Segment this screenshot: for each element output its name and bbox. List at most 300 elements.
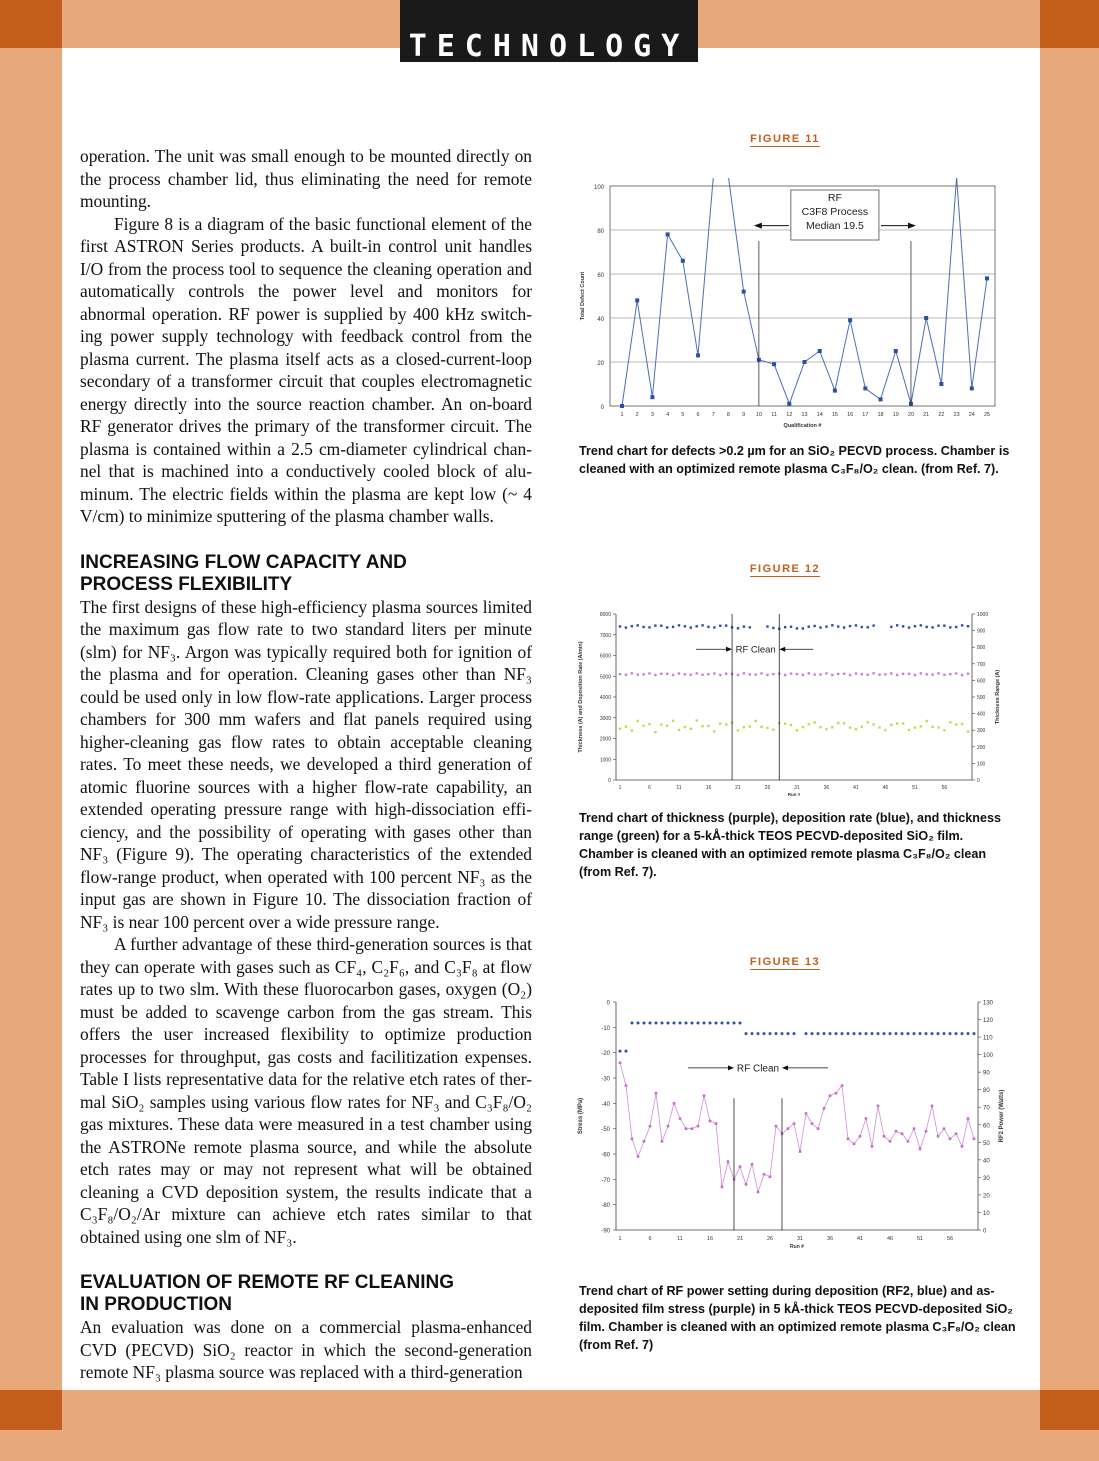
- data-point: [949, 626, 951, 628]
- x-tick-label: 1: [618, 785, 622, 791]
- data-point: [666, 673, 668, 675]
- x-tick-label: 41: [853, 785, 859, 791]
- y-tick-label: -30: [601, 1076, 610, 1083]
- data-point: [896, 624, 898, 626]
- data-point: [811, 1032, 814, 1035]
- data-point: [721, 1186, 724, 1189]
- y2-tick-label: 50: [983, 1140, 990, 1147]
- data-point: [937, 672, 939, 674]
- annotation-rf-clean: RF Clean: [736, 1063, 780, 1075]
- data-point: [691, 1127, 694, 1130]
- y2-tick-label: 10: [983, 1210, 990, 1217]
- x-tick-label: 6: [648, 785, 651, 791]
- annotation-rf-clean: RF Clean: [735, 644, 776, 656]
- data-point: [684, 673, 686, 675]
- data-point: [679, 1117, 682, 1120]
- data-point: [961, 1145, 964, 1148]
- data-point: [853, 1032, 856, 1035]
- y-axis-label: Thickness (A) and Deposition Rate (A/min): [578, 641, 584, 753]
- data-point: [655, 1092, 658, 1095]
- data-point: [813, 721, 815, 723]
- paragraph-4: A further advantage of these third-generation sources is that they can operate with gases such as CF₄, C₂F₆, and C₃F₈ at flow rates up to two slm. With these fluorocarbon gases, oxygen (O₂) must be added to scavenge carbon from the gas stream. This offers the user increased flexibility to optimize production processes for throughput, gas costs and facilitization expenses. Table I lists representative data for the relative etch rates of ther-mal SiO₂ samples using various flow rates for NF₃ and C₃F₈/O₂ gas mixtures. These data were measured in a test chamber using the ASTRONe remote plasma source, and while the absolute etch rates may or may not represent what will be obtained cleaning a CVD deposition system, the results indicate that a C₃F₈/O₂/Ar mixture can achieve etch rates similar to that obtained using one slm of NF₃.: [80, 934, 532, 1247]
- y-tick-label: 3000: [599, 715, 611, 722]
- data-point: [837, 625, 839, 627]
- y-tick-label: 40: [597, 317, 604, 323]
- y-tick-label: -50: [601, 1127, 610, 1134]
- x-axis-label: Qualification #: [783, 423, 822, 428]
- data-point: [913, 1032, 916, 1035]
- data-point: [817, 1032, 820, 1035]
- corner-top-left: [0, 0, 62, 48]
- data-point: [721, 1022, 724, 1025]
- data-point: [727, 1160, 730, 1163]
- data-point: [697, 1125, 700, 1128]
- data-point: [819, 626, 821, 628]
- data-point: [808, 626, 810, 628]
- data-point: [787, 1127, 790, 1130]
- data-point: [661, 1140, 664, 1143]
- data-point: [871, 1032, 874, 1035]
- data-point: [931, 626, 933, 628]
- y-tick-label: -40: [601, 1101, 610, 1108]
- y2-tick-label: 700: [977, 661, 986, 668]
- data-point: [743, 726, 745, 728]
- data-point: [660, 625, 662, 627]
- data-point: [914, 625, 916, 627]
- arrow-right-head: [779, 647, 785, 652]
- arrow-right-head: [782, 1065, 788, 1070]
- data-point: [654, 624, 656, 626]
- x-tick-label: 14: [816, 412, 823, 418]
- y2-tick-label: 200: [977, 744, 986, 751]
- arrow-left-head: [726, 647, 732, 652]
- data-point: [637, 1022, 640, 1025]
- data-point: [636, 673, 638, 675]
- data-point: [907, 1140, 910, 1143]
- data-point: [790, 672, 792, 674]
- x-tick-label: 7: [711, 412, 715, 418]
- data-point: [784, 674, 786, 676]
- data-point: [884, 673, 886, 675]
- data-point: [967, 1117, 970, 1120]
- data-point: [925, 1130, 928, 1133]
- x-tick-label: 19: [892, 412, 899, 418]
- y-tick-label: 60: [597, 273, 604, 279]
- data-point: [725, 624, 727, 626]
- data-point: [743, 625, 745, 627]
- data-point: [861, 626, 863, 628]
- data-point: [769, 1176, 772, 1179]
- x-tick-label: 2: [635, 412, 639, 418]
- data-point: [737, 627, 739, 629]
- data-point: [749, 626, 751, 628]
- y-tick-label: 20: [597, 361, 604, 367]
- data-point: [650, 395, 654, 399]
- data-point: [919, 1032, 922, 1035]
- paragraph-5: An evaluation was done on a commercial plasma-enhanced CVD (PECVD) SiO₂ reactor in which the second-generation remote NF₃ plasma source was replaced with a third-generation: [80, 1317, 532, 1382]
- data-point: [931, 726, 933, 728]
- data-point: [620, 404, 624, 408]
- data-point: [872, 624, 874, 626]
- x-tick-label: 1: [620, 412, 624, 418]
- x-tick-label: 3: [650, 412, 654, 418]
- data-point: [681, 259, 685, 263]
- data-point: [829, 1094, 832, 1097]
- data-point: [811, 1122, 814, 1125]
- data-point: [896, 722, 898, 724]
- y2-tick-label: 300: [977, 728, 986, 735]
- data-point: [690, 626, 692, 628]
- figure-11-chart: [570, 178, 1010, 428]
- data-point: [775, 1125, 778, 1128]
- data-point: [931, 1105, 934, 1108]
- heading-1: [80, 552, 532, 596]
- y2-tick-label: 20: [983, 1193, 990, 1200]
- data-point: [896, 674, 898, 676]
- data-point: [926, 626, 928, 628]
- y2-tick-label: 400: [977, 711, 986, 718]
- data-point: [908, 729, 910, 731]
- page-frame-bottom: [0, 1390, 1099, 1461]
- x-tick-label: 1: [618, 1236, 622, 1242]
- data-point: [666, 626, 668, 628]
- data-point: [884, 729, 886, 731]
- data-point: [766, 674, 768, 676]
- data-point: [920, 672, 922, 674]
- data-point: [790, 626, 792, 628]
- data-point: [855, 624, 857, 626]
- x-tick-label: 20: [907, 412, 915, 418]
- data-point: [973, 1138, 976, 1141]
- data-point: [943, 674, 945, 676]
- x-tick-label: 13: [801, 412, 808, 418]
- paragraph-2: Figure 8 is a diagram of the basic functional element of the first ASTRON Series products. A built-in control unit handles I/O from the process tool to sequence the cleaning operation and automatically controls the power level and monitors for abnormal operation. RF power is supplied by 400 kHz switch-ing power supply technology with feedback control from the plasma current. The plasma itself acts as a closed-current-loop secondary of a transformer circuit that couples electromagnetic energy directly into the source reaction chamber. An on-board RF generator drives the primary of the transformer circuit. The plasma is contained within a 2.5 cm-diameter cylindrical chan-nel that is machined into a conductively cooled block of alu-minum. The electric fields within the plasma are kept low (~ 4 V/cm) to minimize sputtering of the plasma chamber walls.: [80, 213, 532, 526]
- data-point: [733, 1022, 736, 1025]
- data-point: [678, 729, 680, 731]
- data-point: [883, 1032, 886, 1035]
- heading-2-line-2: IN PRODUCTION: [80, 1294, 232, 1315]
- data-point: [848, 318, 852, 322]
- x-tick-label: 24: [968, 412, 975, 418]
- data-point: [751, 1163, 754, 1166]
- data-point: [793, 1032, 796, 1035]
- data-point: [955, 723, 957, 725]
- data-point: [625, 674, 627, 676]
- data-point: [787, 402, 791, 406]
- data-point: [678, 624, 680, 626]
- data-point: [907, 1032, 910, 1035]
- data-point: [672, 626, 674, 628]
- data-point: [805, 1032, 808, 1035]
- data-point: [949, 1032, 952, 1035]
- x-tick-label: 26: [764, 785, 771, 791]
- section-banner: [400, 0, 698, 62]
- x-tick-label: 18: [877, 412, 884, 418]
- y-tick-label: 8000: [599, 612, 611, 618]
- data-point: [643, 1022, 646, 1025]
- y2-tick-label: 130: [983, 1000, 994, 1007]
- corner-bottom-right: [1040, 1390, 1099, 1430]
- data-point: [849, 674, 851, 676]
- data-point: [751, 1032, 754, 1035]
- data-point: [619, 1050, 622, 1053]
- article-body: [80, 145, 532, 1384]
- y-axis-label: Total Defect Count: [580, 271, 586, 321]
- data-point: [763, 1173, 766, 1176]
- data-point: [855, 672, 857, 674]
- data-point: [654, 674, 656, 676]
- data-point: [719, 625, 721, 627]
- heading-2-line-1: EVALUATION OF REMOTE RF CLEANING: [80, 1272, 455, 1293]
- data-point: [625, 626, 627, 628]
- x-tick-label: 31: [796, 1236, 804, 1242]
- data-point: [949, 1138, 952, 1141]
- data-point: [943, 1032, 946, 1035]
- data-point: [955, 1032, 958, 1035]
- data-point: [883, 1135, 886, 1138]
- data-point: [819, 673, 821, 675]
- data-point: [803, 360, 807, 364]
- data-point: [931, 1032, 934, 1035]
- data-point: [697, 1022, 700, 1025]
- data-point: [757, 1191, 760, 1194]
- data-point: [823, 1032, 826, 1035]
- figure-11-caption: Trend chart for defects >0.2 µm for an SiO₂ PECVD process. Chamber is cleaned with an optimized remote plasma C₃F₈/O₂ clean. (from Ref. 7).: [579, 444, 1010, 476]
- x-tick-label: 6: [696, 412, 700, 418]
- data-point: [831, 674, 833, 676]
- x-tick-label: 41: [856, 1236, 864, 1242]
- data-point: [781, 1032, 784, 1035]
- series-line: [620, 1063, 974, 1192]
- y-tick-label: -70: [601, 1177, 610, 1184]
- data-point: [825, 625, 827, 627]
- data-point: [760, 726, 762, 728]
- figure-12-chart: [570, 608, 1010, 798]
- x-tick-label: 36: [826, 1236, 834, 1242]
- x-tick-label: 4: [666, 412, 670, 418]
- data-point: [943, 729, 945, 731]
- y-tick-label: -80: [601, 1203, 610, 1210]
- data-point: [825, 728, 827, 730]
- data-point: [813, 673, 815, 675]
- data-point: [619, 728, 621, 730]
- data-point: [926, 720, 928, 722]
- data-point: [949, 673, 951, 675]
- y2-tick-label: 90: [983, 1070, 990, 1077]
- x-tick-label: 36: [823, 785, 830, 791]
- data-point: [841, 1032, 844, 1035]
- data-point: [914, 726, 916, 728]
- data-point: [793, 1122, 796, 1125]
- data-point: [709, 1022, 712, 1025]
- data-point: [660, 723, 662, 725]
- data-point: [667, 1125, 670, 1128]
- data-point: [877, 1032, 880, 1035]
- y2-tick-label: 30: [983, 1175, 990, 1182]
- x-tick-label: 26: [766, 1236, 774, 1242]
- data-point: [931, 673, 933, 675]
- data-point: [754, 673, 756, 675]
- y2-tick-label: 110: [983, 1035, 993, 1042]
- y2-tick-label: 100: [983, 1053, 994, 1060]
- data-point: [937, 726, 939, 728]
- data-point: [660, 673, 662, 675]
- y2-axis-label: Thickness Range (A): [995, 669, 1001, 725]
- data-point: [878, 726, 880, 728]
- x-tick-label: 11: [677, 1236, 683, 1242]
- figure-13-chart: [570, 995, 1010, 1265]
- data-point: [631, 1022, 634, 1025]
- data-point: [695, 719, 697, 721]
- data-point: [654, 731, 656, 733]
- data-point: [713, 626, 715, 628]
- data-point: [901, 1032, 904, 1035]
- data-point: [901, 1132, 904, 1135]
- data-point: [831, 726, 833, 728]
- data-point: [707, 626, 709, 628]
- data-point: [859, 1032, 862, 1035]
- x-tick-label: 11: [771, 412, 777, 418]
- y2-tick-label: 40: [983, 1158, 990, 1165]
- data-point: [642, 626, 644, 628]
- y2-tick-label: 900: [977, 628, 986, 635]
- page-frame-left: [0, 0, 62, 1461]
- data-point: [772, 362, 776, 366]
- data-point: [784, 626, 786, 628]
- data-point: [890, 724, 892, 726]
- data-point: [867, 721, 869, 723]
- data-point: [643, 1140, 646, 1143]
- data-point: [895, 1130, 898, 1133]
- data-point: [939, 382, 943, 386]
- y2-tick-label: 500: [977, 695, 986, 701]
- data-point: [829, 1032, 832, 1035]
- data-point: [749, 725, 751, 727]
- data-point: [703, 1022, 706, 1025]
- data-point: [684, 726, 686, 728]
- data-point: [861, 726, 863, 728]
- data-point: [625, 726, 627, 728]
- data-point: [914, 674, 916, 676]
- y2-axis-label: RF2 Power (Watts): [999, 1089, 1005, 1143]
- section-title: TECHNOLOGY: [408, 29, 690, 62]
- data-point: [737, 674, 739, 676]
- data-point: [707, 673, 709, 675]
- corner-top-right: [1040, 0, 1099, 48]
- data-point: [649, 1022, 652, 1025]
- data-point: [790, 724, 792, 726]
- data-point: [835, 1092, 838, 1095]
- y2-tick-label: 0: [977, 778, 980, 784]
- data-point: [943, 624, 945, 626]
- x-tick-label: 56: [946, 1236, 954, 1242]
- data-point: [648, 672, 650, 674]
- data-point: [784, 723, 786, 725]
- data-point: [808, 672, 810, 674]
- data-point: [961, 624, 963, 626]
- y-tick-label: 0: [606, 1000, 610, 1007]
- x-tick-label: 21: [736, 1236, 744, 1242]
- data-point: [808, 723, 810, 725]
- y2-tick-label: 60: [983, 1123, 990, 1130]
- data-point: [769, 1032, 772, 1035]
- data-point: [889, 1032, 892, 1035]
- y-tick-label: -20: [601, 1051, 610, 1058]
- paragraph-3: The first designs of these high-efficiency plasma sources limited the maximum gas flow rate to two standard liters per minute (slm) for NF₃. Argon was typically required both for ignition of the plasma and for operation. Cleaning gases other than NF₃ could be used only in low flow-rate applications. Larger process chambers for 300 mm wafers and flat panels required using higher-cleaning gas flow rates to obtain acceptable cleaning rates. To meet these needs, we developed a third generation of atomic fluorine sources with a higher flow-rate capability, an extended operating pressure range with high-dissociation effi-ciency, and the possibility of operating with gases other than NF₃ (Figure 9). The operating characteristics of the extended flow-range product, when operated with 100 percent NF₃ as the input gas are shown in Figure 10. The dissociation fraction of NF₃ is near 100 percent over a wide pressure range.: [80, 596, 532, 932]
- data-point: [867, 626, 869, 628]
- data-point: [879, 397, 883, 401]
- data-point: [684, 625, 686, 627]
- data-point: [831, 624, 833, 626]
- data-point: [871, 1145, 874, 1148]
- x-tick-label: 23: [953, 412, 960, 418]
- data-point: [725, 673, 727, 675]
- figure-12-caption: Trend chart of thickness (purple), deposition rate (blue), and thickness range (green) for a 5-kÅ-thick TEOS PECVD-deposited SiO₂ film. Chamber is cleaned with an optimized remote plasma C₃F₈/O₂ clean (from Ref. 7).: [579, 811, 1001, 879]
- data-point: [690, 728, 692, 730]
- data-point: [835, 1032, 838, 1035]
- data-point: [853, 1143, 856, 1146]
- data-point: [715, 1122, 718, 1125]
- data-point: [666, 232, 670, 236]
- data-point: [955, 1132, 958, 1135]
- data-point: [749, 673, 751, 675]
- x-tick-label: 22: [938, 412, 945, 418]
- data-point: [859, 1135, 862, 1138]
- data-point: [713, 672, 715, 674]
- data-point: [847, 1138, 850, 1141]
- y2-tick-label: 100: [977, 761, 986, 768]
- data-point: [895, 1032, 898, 1035]
- data-point: [763, 1032, 766, 1035]
- y-tick-label: 0: [600, 405, 604, 411]
- data-point: [837, 722, 839, 724]
- data-point: [919, 1148, 922, 1151]
- data-point: [937, 625, 939, 627]
- data-point: [743, 672, 745, 674]
- figure-13-caption: Trend chart of RF power setting during deposition (RF2, blue) and as-deposited film stress (purple) in 5 kÅ-thick TEOS PECVD-deposited SiO₂ film. Chamber is cleaned with an optimized remote plasma C₃F₈/O₂ clean (from Ref. 7): [579, 1284, 1016, 1352]
- data-point: [802, 726, 804, 728]
- data-point: [701, 624, 703, 626]
- data-point: [695, 625, 697, 627]
- data-point: [924, 316, 928, 320]
- data-point: [833, 389, 837, 393]
- data-point: [685, 1022, 688, 1025]
- data-point: [715, 1022, 718, 1025]
- y-tick-label: 4000: [599, 695, 611, 701]
- data-point: [967, 625, 969, 627]
- x-tick-label: 11: [676, 785, 682, 791]
- data-point: [631, 672, 633, 674]
- data-point: [631, 625, 633, 627]
- data-point: [745, 1032, 748, 1035]
- annotation-line-1: RF: [827, 192, 842, 204]
- data-point: [775, 1032, 778, 1035]
- data-point: [727, 1022, 730, 1025]
- data-point: [673, 1102, 676, 1105]
- data-point: [648, 626, 650, 628]
- x-axis-label: Run #: [787, 792, 801, 797]
- data-point: [837, 673, 839, 675]
- data-point: [849, 625, 851, 627]
- data-point: [713, 730, 715, 732]
- data-point: [843, 626, 845, 628]
- data-point: [648, 723, 650, 725]
- x-tick-label: 25: [983, 412, 991, 418]
- data-point: [843, 673, 845, 675]
- data-point: [757, 1032, 760, 1035]
- data-point: [867, 674, 869, 676]
- y-tick-label: 100: [593, 185, 604, 191]
